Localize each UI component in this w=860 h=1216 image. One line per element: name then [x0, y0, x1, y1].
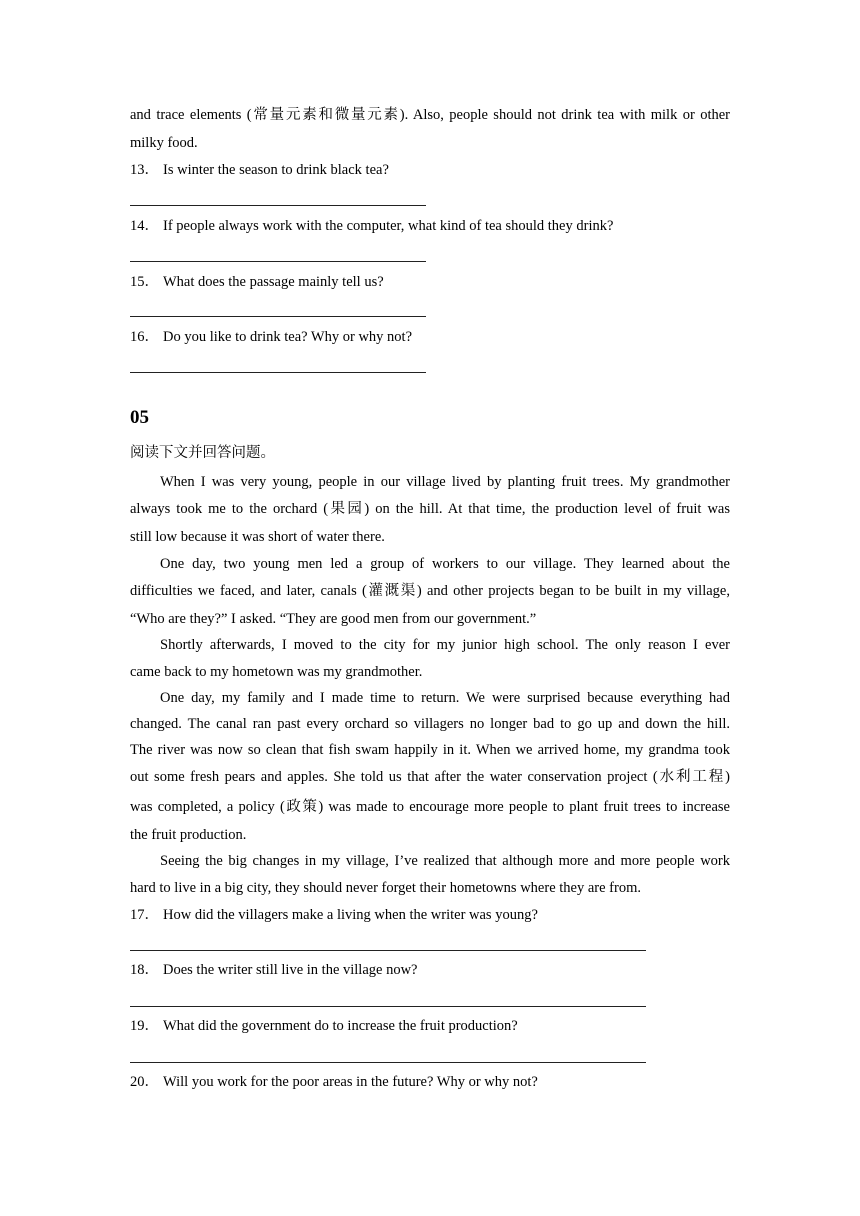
passage-tail-line: and trace elements (常量元素和微量元素). Also, people should not drink tea with milk or other: [130, 107, 730, 123]
passage-line: “Who are they?” I asked. “They are good men from our government.”: [130, 611, 537, 627]
answer-line-19[interactable]: [130, 1062, 646, 1063]
passage-line: came back to my hometown was my grandmother.: [130, 664, 423, 680]
passage-line: When I was very young, people in our village lived by planting fruit trees. My grandmother: [160, 474, 730, 490]
passage-line: One day, my family and I made time to return. We were surprised because everything had: [160, 690, 730, 706]
passage-line: out some fresh pears and apples. She told us that after the water conservation project (水利工程): [130, 769, 730, 785]
passage-line: Shortly afterwards, I moved to the city for my junior high school. The only reason I ever: [160, 637, 730, 653]
question-15: 15． What does the passage mainly tell us?: [130, 274, 384, 290]
question-20: 20． Will you work for the poor areas in the future? Why or why not?: [130, 1074, 538, 1090]
passage-line: difficulties we faced, and later, canals (灌溉渠) and other projects began to be built in my village,: [130, 583, 730, 599]
answer-line-15[interactable]: [130, 316, 426, 317]
passage-line: hard to live in a big city, they should never forget their hometowns where they are from.: [130, 880, 641, 896]
passage-line: always took me to the orchard (果园) on the hill. At that time, the production level of fruit was: [130, 501, 730, 517]
passage-tail-line: milky food.: [130, 135, 198, 151]
answer-line-18[interactable]: [130, 1006, 646, 1007]
passage-line: still low because it was short of water there.: [130, 529, 385, 545]
passage-line: changed. The canal ran past every orchard so villagers no longer bad to go up and down the hill.: [130, 716, 730, 732]
answer-line-14[interactable]: [130, 261, 426, 262]
passage-line: the fruit production.: [130, 827, 247, 843]
passage-line: was completed, a policy (政策) was made to encourage more people to plant fruit trees to increase: [130, 799, 730, 815]
question-17: 17． How did the villagers make a living when the writer was young?: [130, 907, 538, 923]
passage-line: One day, two young men led a group of workers to our village. They learned about the: [160, 556, 730, 572]
answer-line-16[interactable]: [130, 372, 426, 373]
question-19: 19． What did the government do to increase the fruit production?: [130, 1018, 518, 1034]
passage-line: Seeing the big changes in my village, I’ve realized that although more and more people work: [160, 853, 730, 869]
answer-line-17[interactable]: [130, 950, 646, 951]
question-18: 18． Does the writer still live in the village now?: [130, 962, 418, 978]
answer-line-13[interactable]: [130, 205, 426, 206]
passage-line: The river was now so clean that fish swam happily in it. When we arrived home, my grandma took: [130, 742, 730, 758]
question-13: 13． Is winter the season to drink black tea?: [130, 162, 389, 178]
question-16: 16． Do you like to drink tea? Why or why not?: [130, 329, 412, 345]
section-number: 05: [130, 407, 149, 428]
question-14: 14． If people always work with the computer, what kind of tea should they drink?: [130, 218, 614, 234]
section-instruction: 阅读下文并回答问题。: [130, 445, 275, 461]
